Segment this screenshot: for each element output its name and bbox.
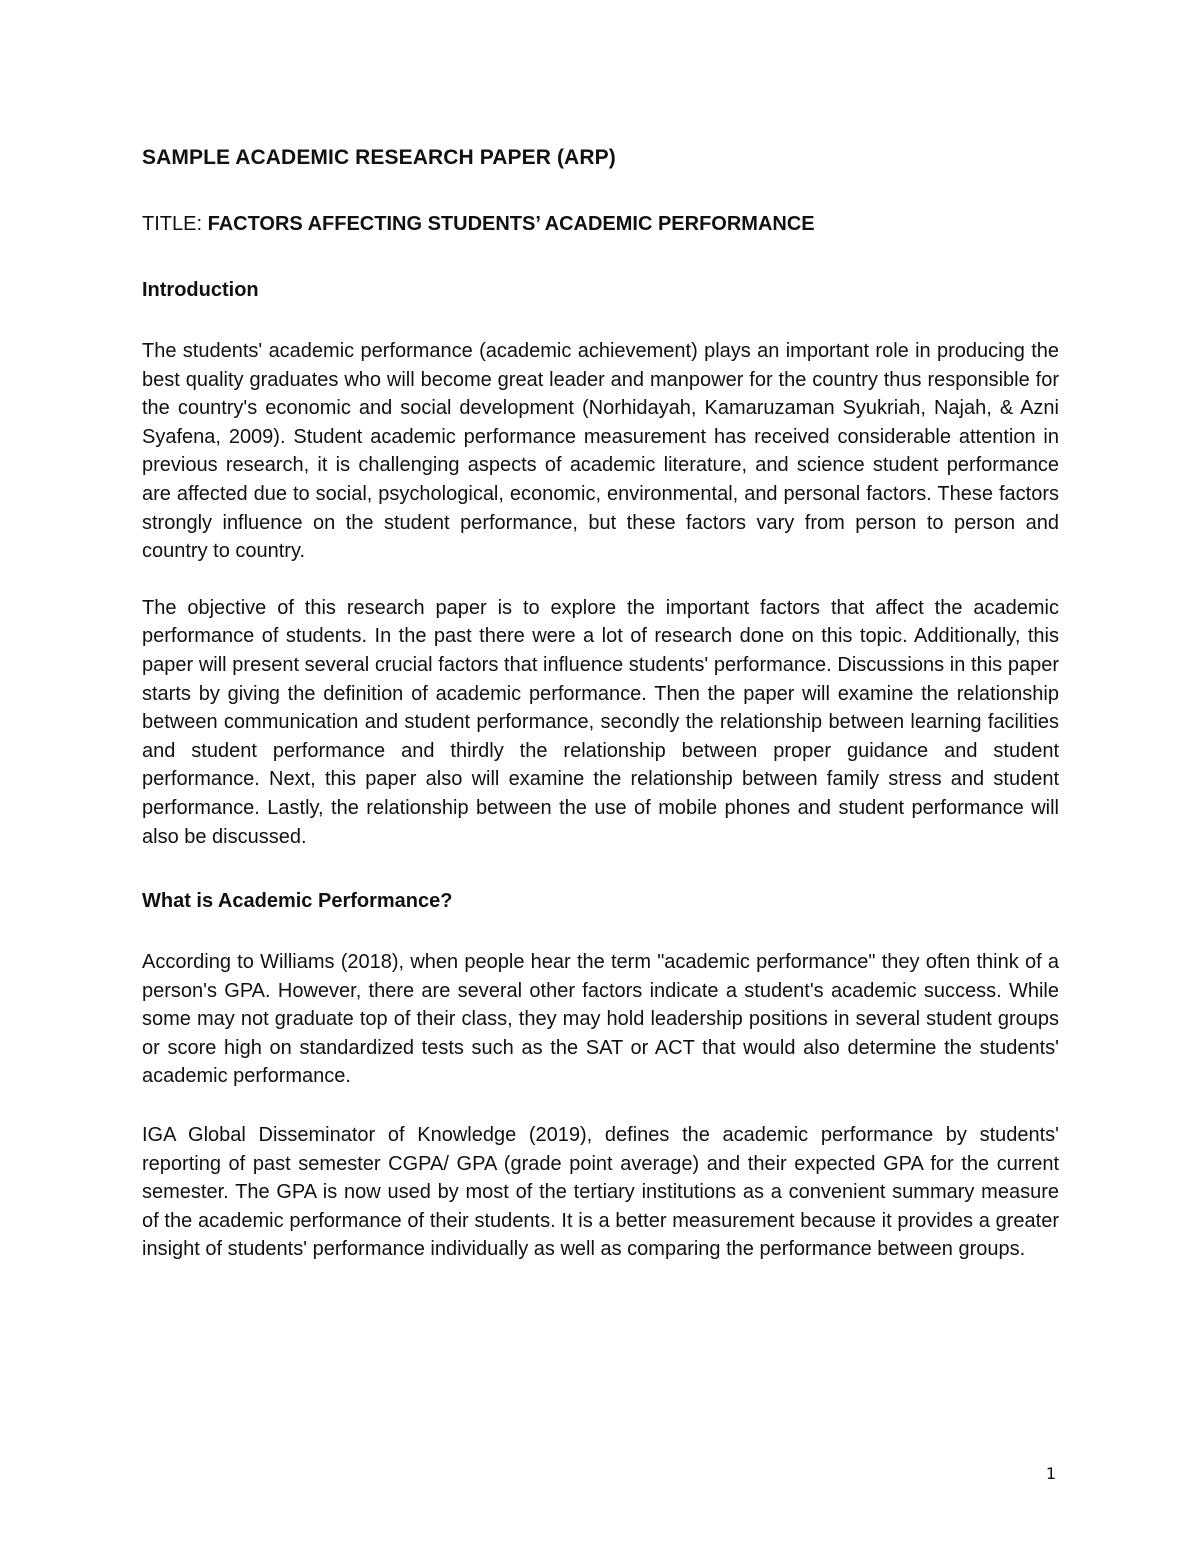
section-heading-introduction: Introduction xyxy=(142,279,259,301)
document-heading: SAMPLE ACADEMIC RESEARCH PAPER (ARP) xyxy=(142,146,616,169)
section-heading-academic-performance: What is Academic Performance? xyxy=(142,890,453,913)
title-prefix: TITLE: xyxy=(142,213,208,235)
definition-paragraph-2: IGA Global Disseminator of Knowledge (2019), defines the academic performance by students' reporting of past semester CGPA/ GPA (grade point average) and their expected GPA for the current semester. The GPA is now used by most of the tertiary institutions as a convenient summary measure of the academic performance of their students. It is a better measurement because it provides a greater insight of students' performance individually as well as comparing the performance between groups. xyxy=(142,1124,1059,1261)
definition-paragraph-1: According to Williams (2018), when people hear the term "academic performance" they often think of a person's GPA. However, there are several other factors indicate a student's academic success. While some may not graduate top of their class, they may hold leadership positions in several student groups or score high on standardized tests such as the SAT or ACT that would also determine the students' academic performance. xyxy=(142,951,1059,1088)
page-number: 1 xyxy=(1045,1464,1056,1483)
page-content xyxy=(142,144,1059,1264)
intro-paragraph-2: The objective of this research paper is to explore the important factors that affect the academic performance of students. In the past there were a lot of research done on this topic. Additionally, this paper will present several crucial factors that influence students' performance. Discussions in this paper starts by giving the definition of academic performance. Then the paper will examine the relationship between communication and student performance, secondly the relationship between learning facilities and student performance and thirdly the relationship between proper guidance and student performance. Next, this paper also will examine the relationship between family stress and student performance. Lastly, the relationship between the use of mobile phones and student performance will also be discussed. xyxy=(142,596,1059,848)
paper-title-line xyxy=(142,210,1059,238)
intro-paragraph-1: The students' academic performance (academic achievement) plays an important role in producing the best quality graduates who will become great leader and manpower for the country thus responsible for the country's economic and social development (Norhidayah, Kamaruzaman Syukriah, Najah, & Azni Syafena, 2009). Student academic performance measurement has received considerable attention in previous research, it is challenging aspects of academic literature, and science student performance are affected due to social, psychological, economic, environmental, and personal factors. These factors strongly influence on the student performance, but these factors vary from person to person and country to country. xyxy=(142,340,1059,563)
paper-title: FACTORS AFFECTING STUDENTS’ ACADEMIC PERFORMANCE xyxy=(207,213,815,235)
